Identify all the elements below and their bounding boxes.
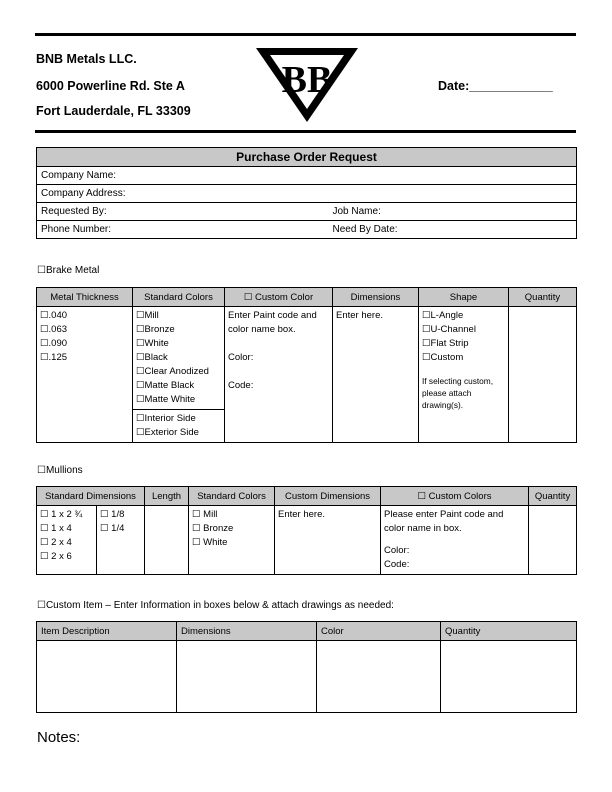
dims-a-cell [37,506,97,575]
item-description-cell[interactable] [37,641,177,713]
top-rule [35,33,576,36]
thickness-options[interactable]: ☐.040 ☐.063 ☐.090 ☐.125 [40,310,68,363]
header-dimensions: Dimensions [333,288,419,307]
date-field[interactable]: Date:____________ [438,79,553,93]
custom-colors-note: Please enter Paint code and color name in box. [384,509,504,534]
custom-colors-code-label: Code: [384,559,410,570]
phone-number-field[interactable]: Phone Number: [37,221,329,239]
requested-by-field[interactable]: Requested By: [37,203,329,221]
company-name: BNB Metals LLC. [36,52,137,66]
header-item-color: Color [317,622,441,641]
header-standard-colors: Standard Colors [133,288,225,307]
shape-options[interactable]: ☐L-Angle ☐U-Channel ☐Flat Strip ☐Custom [422,310,476,363]
custom-dims-placeholder: Enter here. [278,509,326,520]
header-rule [35,130,576,133]
po-info-table [36,147,577,239]
item-color-cell[interactable] [317,641,441,713]
custom-color-color-label: Color: [228,352,254,363]
job-name-field[interactable]: Job Name: [329,203,577,221]
mullions-checkbox[interactable]: ☐Mullions [37,465,83,476]
custom-colors-cell[interactable] [381,506,529,575]
header-custom-color[interactable]: ☐ Custom Color [225,288,333,307]
length-cell[interactable] [145,506,189,575]
header-length: Length [145,487,189,506]
custom-color-note: Enter Paint code and color name box. [228,310,317,335]
notes-label: Notes: [37,729,81,746]
header-custom-colors[interactable]: ☐ Custom Colors [381,487,529,506]
custom-dims-cell[interactable] [275,506,381,575]
shape-cell [419,307,509,443]
thickness-cell [37,307,133,443]
custom-item-checkbox[interactable]: ☐Custom Item – Enter Information in boxes below & attach drawings as needed: [37,600,394,611]
shape-note: If selecting custom, please attach drawing(s). [422,376,494,410]
item-quantity-cell[interactable] [441,641,577,713]
po-title: Purchase Order Request [37,148,577,167]
item-dimensions-cell[interactable] [177,641,317,713]
company-name-field[interactable]: Company Name: [37,167,577,185]
standard-color-options[interactable]: ☐Mill ☐Bronze ☐White ☐Black ☐Clear Anodized ☐Matte Black ☐Matte White [133,307,224,410]
header-mullion-quantity: Quantity [529,487,577,506]
custom-color-cell[interactable] [225,307,333,443]
custom-item-table [36,621,577,713]
logo-lettering: BB [281,59,333,101]
dims-b-cell [97,506,145,575]
mullion-quantity-cell[interactable] [529,506,577,575]
standard-colors-cell [133,307,225,443]
dimensions-placeholder: Enter here. [336,310,383,321]
header-quantity: Quantity [509,288,577,307]
need-by-date-field[interactable]: Need By Date: [329,221,577,239]
header-mullion-standard-colors: Standard Colors [189,487,275,506]
dimension-options-b[interactable]: ☐ 1/8 ☐ 1/4 [100,509,125,534]
company-address-line2: Fort Lauderdale, FL 33309 [36,104,191,118]
header-standard-dimensions: Standard Dimensions [37,487,145,506]
mullion-colors-cell [189,506,275,575]
header-item-quantity: Quantity [441,622,577,641]
brake-metal-checkbox[interactable]: ☐Brake Metal [37,265,100,276]
dimension-options-a[interactable]: ☐ 1 x 2 ¾ ☐ 1 x 4 ☐ 2 x 4 ☐ 2 x 6 [40,509,83,562]
header-shape: Shape [419,288,509,307]
company-logo [252,44,362,126]
header-item-dimensions: Dimensions [177,622,317,641]
custom-color-code-label: Code: [228,380,254,391]
brake-metal-table [36,287,577,443]
quantity-cell[interactable] [509,307,577,443]
mullion-color-options[interactable]: ☐ Mill ☐ Bronze ☐ White [192,509,234,548]
header-custom-dimensions: Custom Dimensions [275,487,381,506]
dimensions-cell[interactable] [333,307,419,443]
company-address-field[interactable]: Company Address: [37,185,577,203]
header-item-description: Item Description [37,622,177,641]
mullions-table [36,486,577,575]
company-address-line1: 6000 Powerline Rd. Ste A [36,79,185,93]
custom-colors-color-label: Color: [384,545,410,556]
side-options[interactable]: ☐Interior Side ☐Exterior Side [136,413,199,438]
header-metal-thickness: Metal Thickness [37,288,133,307]
